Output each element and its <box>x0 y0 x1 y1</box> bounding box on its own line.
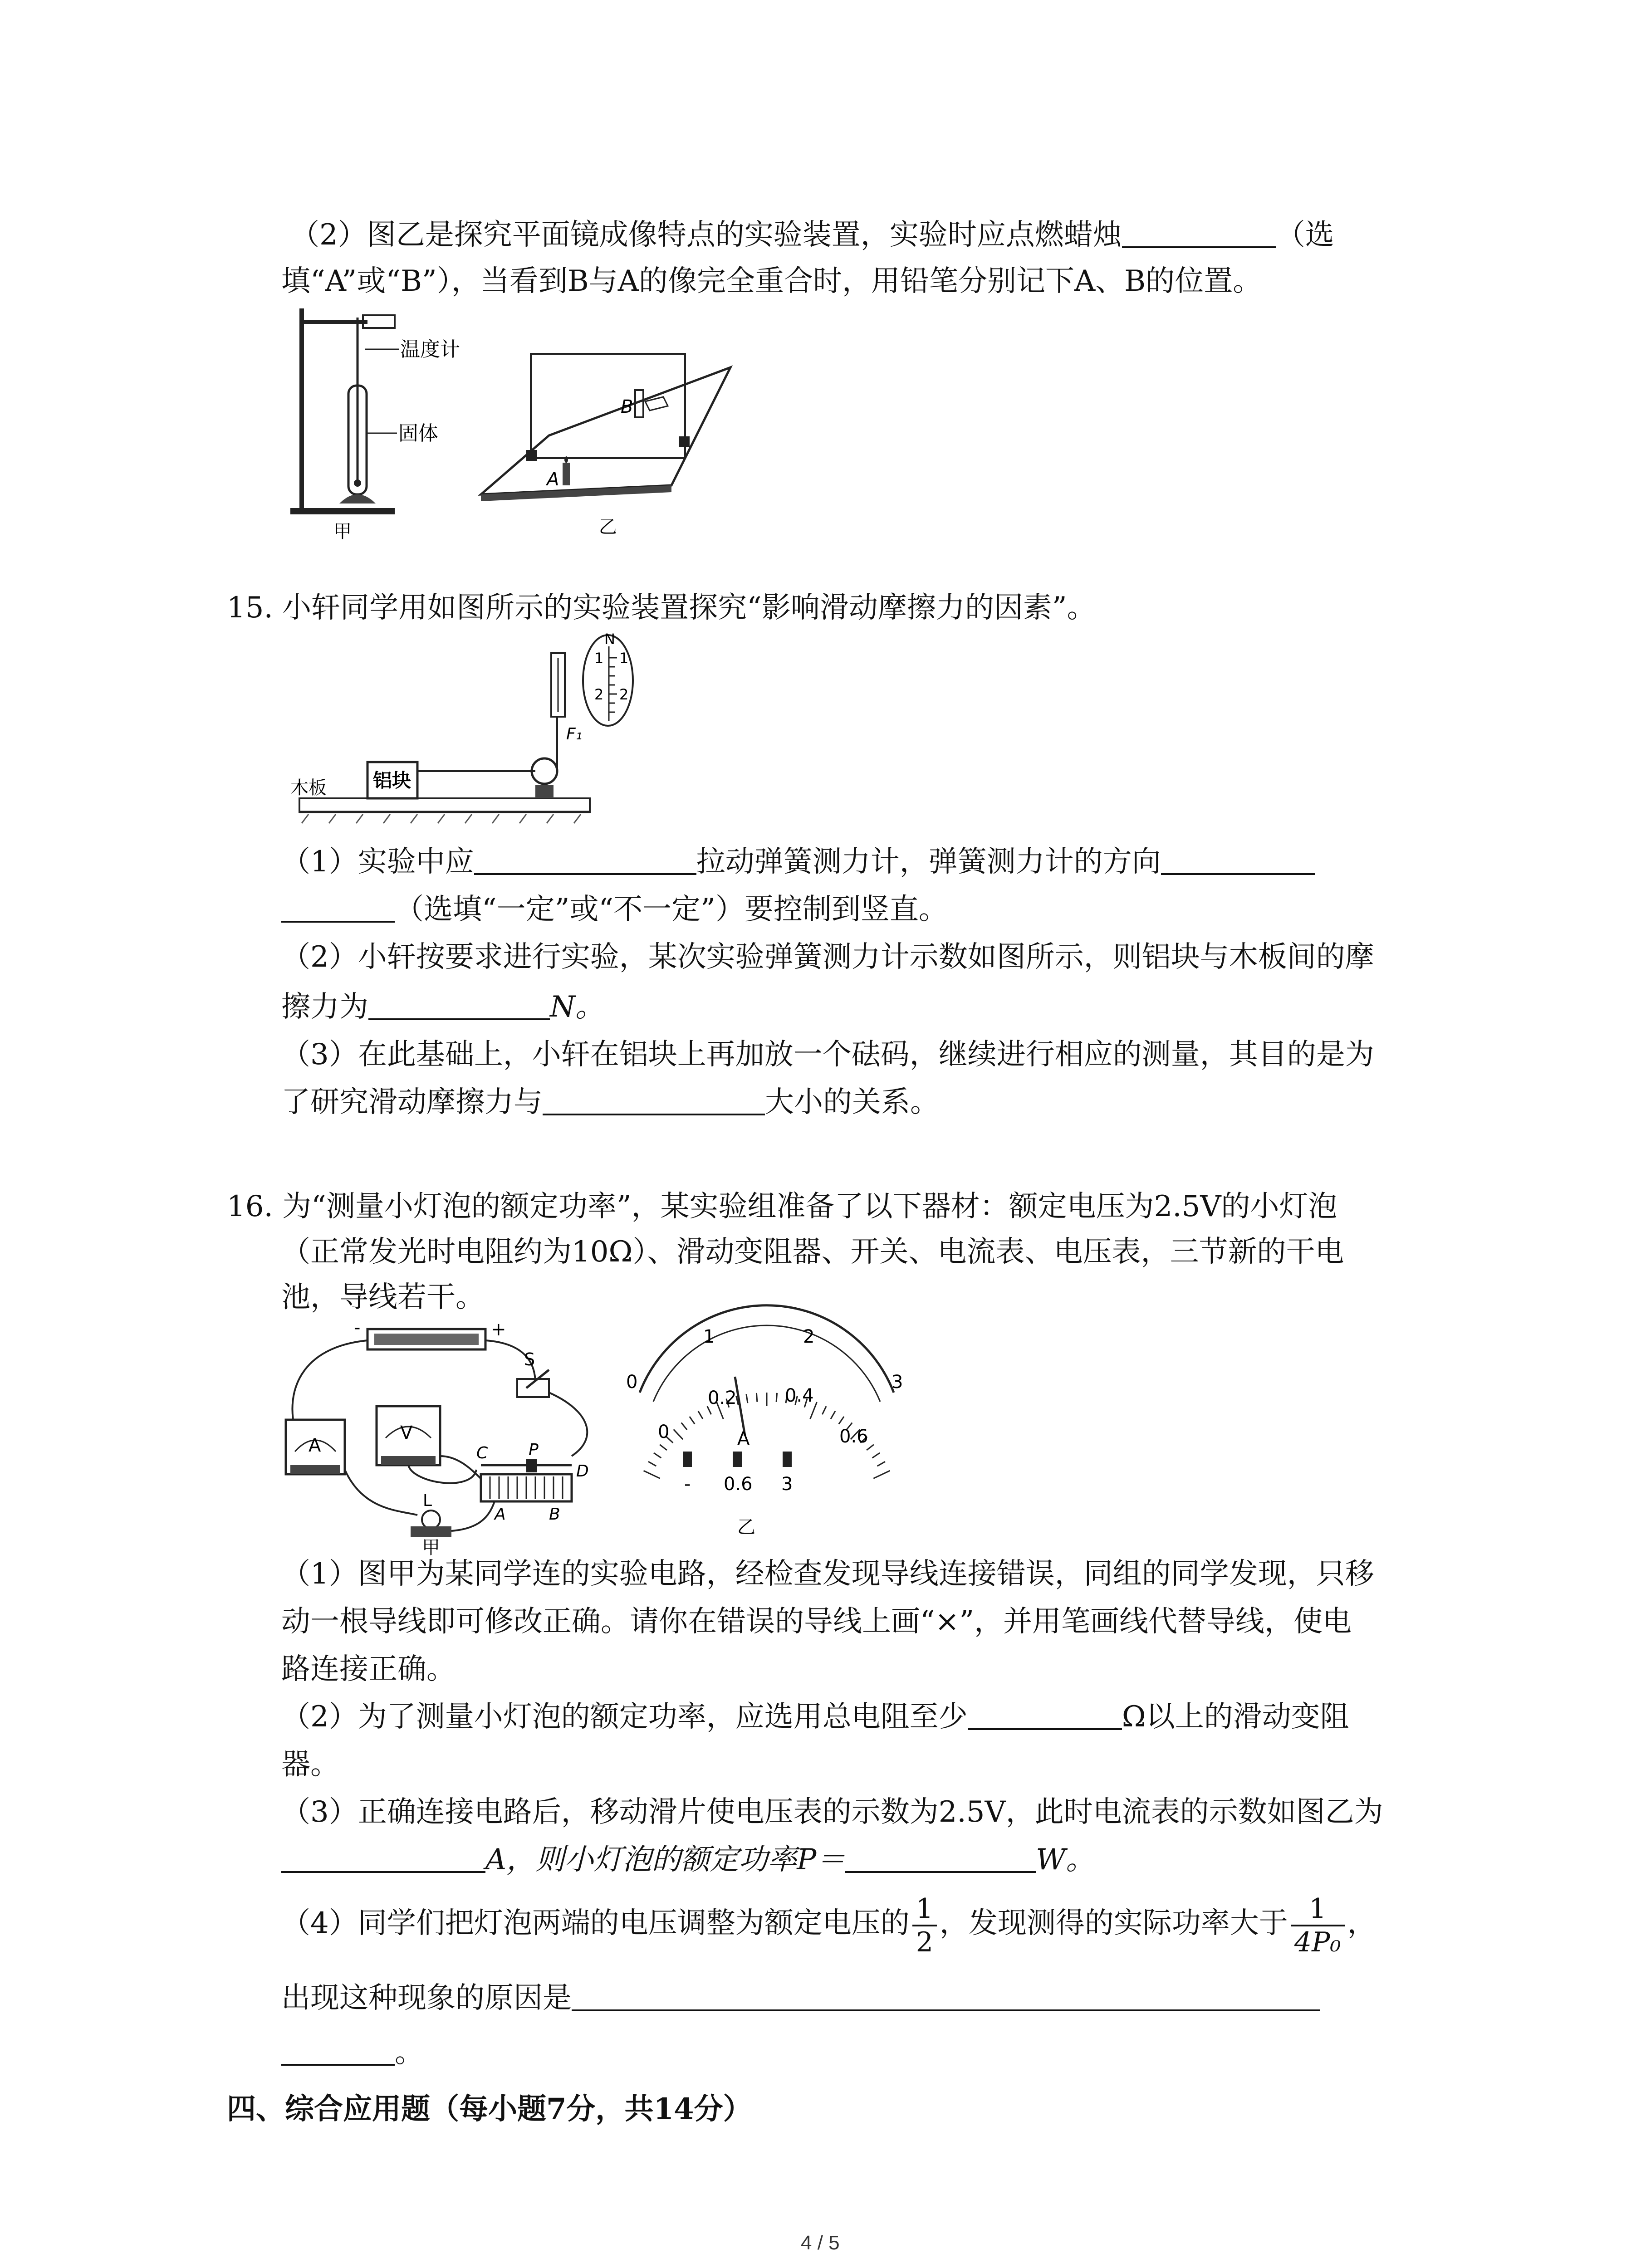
slider-p <box>526 1459 537 1472</box>
dial-tick <box>877 1461 885 1466</box>
answer-blank[interactable] <box>543 1086 765 1115</box>
tick-1-right: 1 <box>619 650 629 667</box>
dial-tick <box>756 1393 757 1402</box>
answer-blank[interactable] <box>368 991 550 1020</box>
label-force: F₁ <box>566 725 583 743</box>
dial-tick <box>674 1429 683 1439</box>
dial-tick <box>681 1422 687 1430</box>
dial-tick <box>690 1417 695 1424</box>
q14-part2-line2: 填“A”或“B”），当看到B与A的像完全重合时，用铅笔分别记下A、B的位置。 <box>281 264 1262 298</box>
label-thermometer: 温度计 <box>400 338 460 361</box>
label-c: C <box>476 1444 488 1462</box>
terminal-minus <box>683 1452 692 1467</box>
burner <box>339 494 376 503</box>
scale-top-0: 0 <box>626 1372 638 1393</box>
label-p: P <box>529 1441 539 1459</box>
wire <box>451 1501 495 1531</box>
figure-ammeter-dial <box>622 1325 903 1542</box>
q15-part2-line1: （2）小轩按要求进行实验，某次实验弹簧测力计示数如图所示，则铝块与木板间的摩 <box>281 940 1374 974</box>
dial-tick <box>648 1461 656 1466</box>
scale-top-3: 3 <box>892 1372 903 1393</box>
q16-part2-line1: （2）为了测量小灯泡的额定功率，应选用总电阻至少 Ω以上的滑动变阻 <box>281 1700 1349 1734</box>
glass-plate <box>531 354 685 458</box>
q16-part3-line2: A，则小灯泡的额定功率P＝ W。 <box>281 1842 1095 1878</box>
dial-tick <box>776 1393 777 1402</box>
terminal-06 <box>733 1452 742 1467</box>
stand-rod <box>299 308 304 508</box>
wire <box>549 1393 587 1456</box>
q15-part3-line2: 了研究滑动摩擦力与 大小的关系。 <box>281 1085 939 1119</box>
tick-2-right: 2 <box>619 686 629 703</box>
answer-blank[interactable] <box>845 1844 1036 1873</box>
answer-blank[interactable] <box>281 1844 485 1873</box>
label-minus: - <box>354 1317 361 1338</box>
dial-tick <box>698 1411 703 1419</box>
dial-tick <box>654 1453 661 1458</box>
answer-blank[interactable] <box>474 846 696 875</box>
fraction-one-half: $\frac{1}{2}$ <box>912 1893 937 1958</box>
label-a: A <box>495 1505 506 1524</box>
scale-low-02: 0.2 <box>708 1388 737 1408</box>
label-candle-a: A <box>547 469 559 490</box>
q16-part1-line3: 路连接正确。 <box>281 1652 456 1686</box>
tick-1-left: 1 <box>594 650 604 667</box>
scale-magnifier <box>583 635 633 726</box>
dial-tick <box>831 1411 835 1419</box>
dial-tick <box>822 1406 826 1414</box>
q16-part1-line2: 动一根导线即可修改正确。请你在错误的导线上画“×”，并用笔画线代替导线，使电 <box>281 1605 1352 1638</box>
label-unit-a: A <box>737 1428 750 1449</box>
caption-yi: 乙 <box>737 1517 755 1538</box>
wire <box>408 1465 476 1483</box>
dial-tick <box>660 1445 667 1450</box>
q16-stem-line3: 池，导线若干。 <box>281 1281 485 1314</box>
pulley <box>532 758 557 784</box>
label-lamp: L <box>423 1491 432 1510</box>
dial-tick <box>746 1394 748 1403</box>
q15-part2-line2: 擦力为 N。 <box>281 990 604 1024</box>
dial-tick <box>839 1417 844 1424</box>
tick-2-left: 2 <box>594 686 604 703</box>
scale-top-1: 1 <box>703 1326 715 1347</box>
label-board: 木板 <box>290 777 327 798</box>
label-b: B <box>549 1505 560 1524</box>
figure-melting-apparatus <box>281 304 472 540</box>
label-plus: + <box>491 1319 506 1340</box>
q15-stem: 15. 小轩同学用如图所示的实验装置探究“影响滑动摩擦力的因素”。 <box>227 591 1096 625</box>
stand-base <box>290 508 395 514</box>
q15-part1-line2: （选填“一定”或“不一定”）要控制到竖直。 <box>281 891 948 928</box>
answer-blank[interactable] <box>1161 846 1315 875</box>
q16-part4-line3: 。 <box>281 2034 424 2071</box>
scale-low-06: 0.6 <box>839 1426 868 1447</box>
answer-blank[interactable] <box>281 894 395 923</box>
label-candle-b: B <box>621 396 633 417</box>
q14-part2-line1: （2）图乙是探究平面镜成像特点的实验装置，实验时应点燃蜡烛 （选 <box>290 218 1334 252</box>
caption-jia: 甲 <box>422 1537 440 1558</box>
label-voltmeter: V <box>400 1422 413 1443</box>
label-d: D <box>576 1462 589 1481</box>
label-terminal-06: 0.6 <box>724 1474 753 1495</box>
q15-part3-line1: （3）在此基础上，小轩在铝块上再加放一个砝码，继续进行相应的测量，其目的是为 <box>281 1038 1374 1071</box>
scale-low-0: 0 <box>658 1422 670 1442</box>
q16-stem-line1: 16. 为“测量小灯泡的额定功率”，某实验组准备了以下器材：额定电压为2.5V的小灯泡 <box>227 1190 1337 1223</box>
q16-part3-line1: （3）正确连接电路后，移动滑片使电压表的示数为2.5V，此时电流表的示数如图乙为 <box>281 1795 1383 1829</box>
label-solid: 固体 <box>398 422 438 445</box>
dial-tick <box>873 1471 890 1478</box>
lamp <box>422 1510 440 1529</box>
figure-friction-apparatus <box>290 631 644 830</box>
caption-yi: 乙 <box>599 517 617 538</box>
section-heading: 四、综合应用题（每小题7分，共14分） <box>227 2092 752 2126</box>
q15-part1-line1: （1）实验中应 拉动弹簧测力计，弹簧测力计的方向 <box>281 844 1315 880</box>
candle-a <box>563 463 570 485</box>
scale-top-2: 2 <box>803 1326 815 1347</box>
figure-plane-mirror <box>476 318 730 540</box>
fraction-one-over-4p0: $\frac{1}{\text{4P₀}}$ <box>1291 1893 1345 1958</box>
table-board <box>481 367 730 494</box>
q16-part1-line1: （1）图甲为某同学连的实验电路，经检查发现导线连接错误，同组的同学发现，只移 <box>281 1557 1374 1591</box>
answer-blank[interactable] <box>572 1982 1320 2011</box>
answer-blank[interactable] <box>1122 219 1276 248</box>
label-block: 铝块 <box>373 769 411 792</box>
q16-stem-line2: （正常发光时电阻约为10Ω）、滑动变阻器、开关、电流表、电压表，三节新的干电 <box>281 1235 1344 1269</box>
terminal-3 <box>783 1452 792 1467</box>
label-terminal-3: 3 <box>781 1474 793 1495</box>
label-switch: S <box>524 1349 535 1369</box>
wire <box>292 1340 367 1429</box>
page-number: 4 / 5 <box>801 2232 840 2254</box>
answer-blank[interactable] <box>968 1701 1122 1730</box>
answer-blank[interactable] <box>281 2037 395 2066</box>
label-unit-n: N <box>604 631 615 648</box>
label-ammeter: A <box>309 1435 321 1456</box>
wire <box>345 1470 417 1515</box>
figure-circuit <box>281 1317 608 1558</box>
dial-arc <box>640 1305 894 1393</box>
label-terminal-minus: - <box>684 1474 691 1495</box>
caption-jia: 甲 <box>333 521 352 542</box>
scale-low-04: 0.4 <box>785 1385 814 1406</box>
dial-tick <box>644 1471 660 1478</box>
q16-part4-line2: 出现这种现象的原因是 <box>281 1980 1320 2016</box>
q16-part4-line1: （4）同学们把灯泡两端的电压调整为额定电压的 $\frac{1}{2}$ ，发现测得的实际功率大于 $\frac{1}{\text{4P₀}}$ ， <box>281 1892 1376 1958</box>
dial-tick <box>872 1453 880 1458</box>
q16-part2-line2: 器。 <box>281 1748 339 1781</box>
